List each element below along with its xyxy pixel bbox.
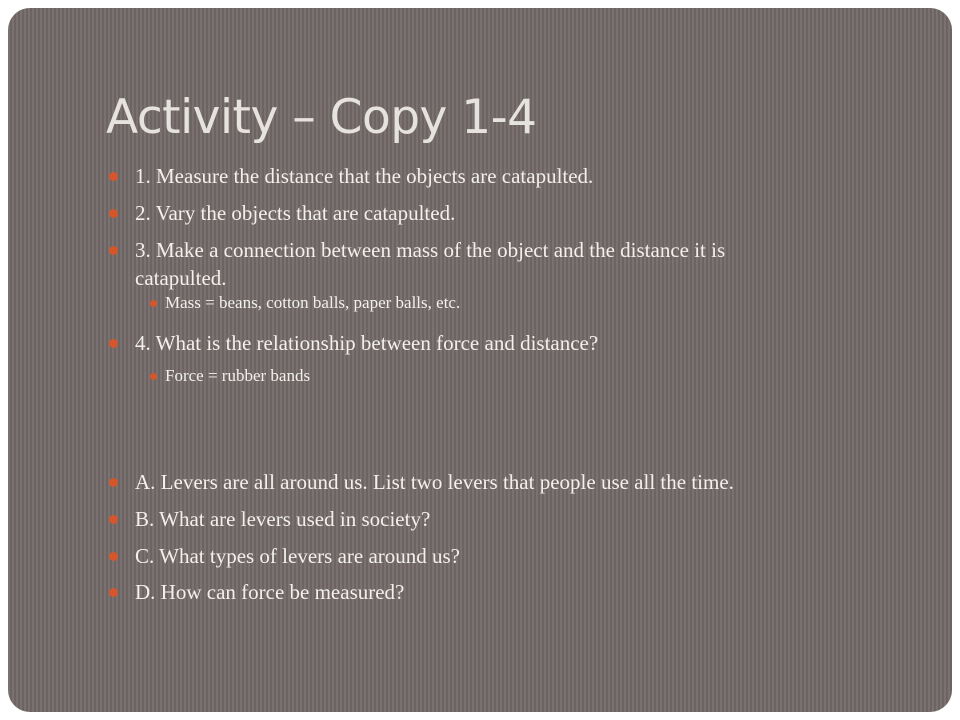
bullet-text-line-2: catapulted. xyxy=(135,266,227,290)
bullet-dot-icon xyxy=(109,515,118,524)
bullet-dot-icon xyxy=(109,552,118,561)
bullet-text: B. What are levers used in society? xyxy=(135,507,431,531)
bullet-dot-icon xyxy=(150,300,157,307)
slide xyxy=(8,8,952,712)
bullet-text: A. Levers are all around us. List two levers that people use all the time. xyxy=(135,470,734,494)
slide-title: Activity – Copy 1-4 xyxy=(106,90,537,145)
bullet-dot-icon xyxy=(109,588,118,597)
bullet-dot-icon xyxy=(109,246,118,255)
bullet-text: D. How can force be measured? xyxy=(135,580,405,604)
bullet-list xyxy=(8,8,952,712)
bullet-dot-icon xyxy=(109,209,118,218)
bullet-dot-icon xyxy=(109,339,118,348)
bullet-dot-icon xyxy=(109,478,118,487)
sub-bullet-text: Force = rubber bands xyxy=(165,366,311,385)
bullet-text: 1. Measure the distance that the objects are catapulted. xyxy=(135,164,594,188)
sub-bullet-text: Mass = beans, cotton balls, paper balls, etc. xyxy=(165,293,461,312)
bullet-text: C. What types of levers are around us? xyxy=(135,544,461,568)
bullet-dot-icon xyxy=(109,172,118,181)
bullet-dot-icon xyxy=(150,373,157,380)
bullet-text-line-1: 3. Make a connection between mass of the object and the distance it is xyxy=(135,238,726,262)
bullet-text: 2. Vary the objects that are catapulted. xyxy=(135,201,456,225)
bullet-text: 4. What is the relationship between force and distance? xyxy=(135,331,599,355)
